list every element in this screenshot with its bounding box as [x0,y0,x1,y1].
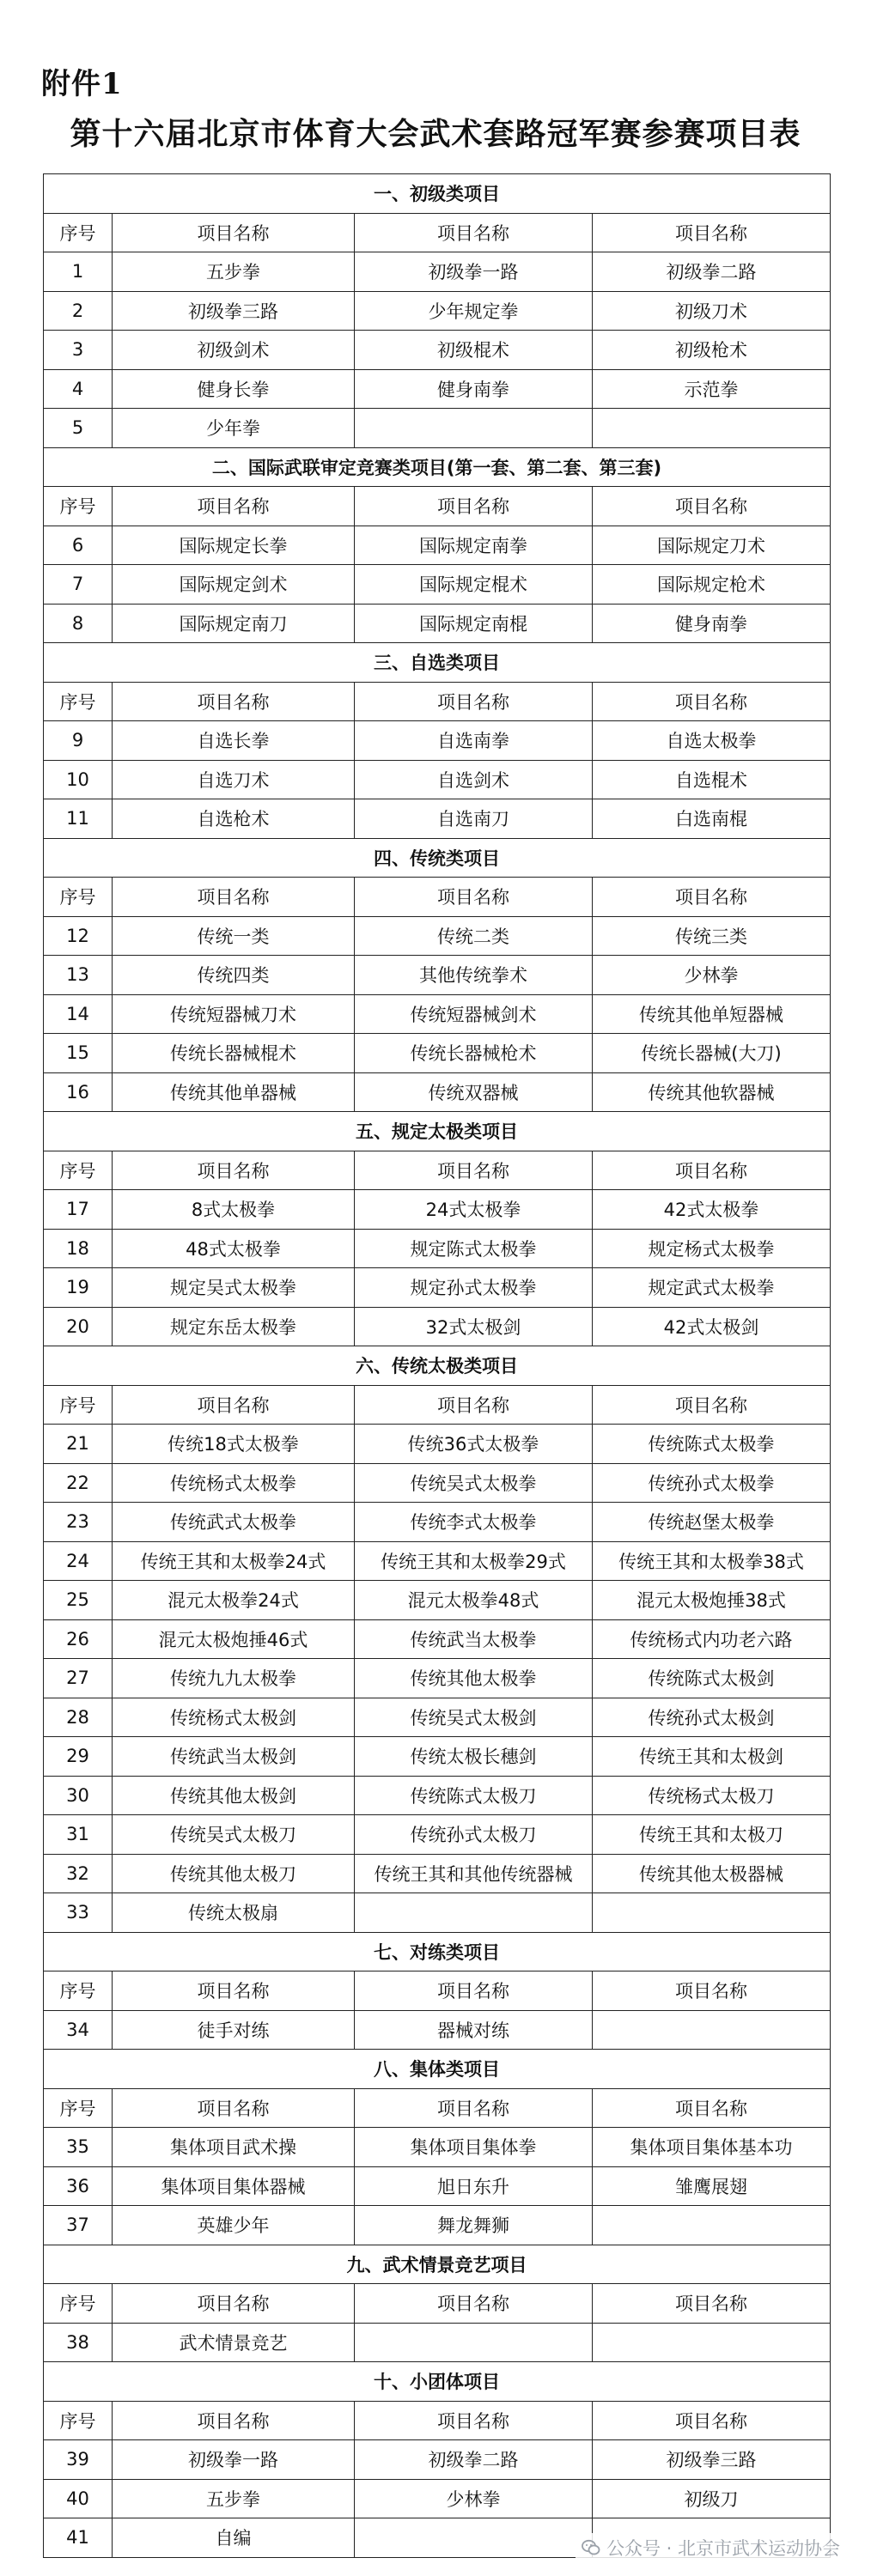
header-item-name: 项目名称 [593,1385,831,1425]
header-item-name: 项目名称 [113,2284,355,2324]
event-name-cell: 自选长拳 [113,721,355,761]
header-item-name: 项目名称 [113,878,355,917]
event-name-cell: 传统其他太极刀 [113,1854,355,1893]
event-name-cell: 英雄少年 [113,2206,355,2245]
event-name-cell: 24式太极拳 [355,1190,593,1230]
table-row [44,1776,831,1815]
header-seq: 序号 [44,2088,113,2128]
header-seq: 序号 [44,213,113,252]
table-row [44,1463,831,1503]
header-seq: 序号 [44,2284,113,2324]
section-title-row [44,2362,831,2402]
table-row [44,2323,831,2362]
row-number: 10 [44,760,113,799]
event-name-cell: 国际规定南刀 [113,604,355,643]
header-item-name: 项目名称 [113,2401,355,2440]
event-name-cell: 传统吴式太极刀 [113,1815,355,1855]
header-item-name: 项目名称 [355,1385,593,1425]
header-seq: 序号 [44,1151,113,1190]
section-title-row [44,1112,831,1151]
event-name-cell: 传统长器械(大刀) [593,1034,831,1073]
row-number: 25 [44,1581,113,1620]
table-row [44,956,831,995]
row-number: 22 [44,1463,113,1503]
header-seq: 序号 [44,878,113,917]
row-number: 12 [44,916,113,956]
event-name-cell: 自选南刀 [355,799,593,839]
table-row [44,1034,831,1073]
event-name-cell: 初级拳二路 [355,2440,593,2480]
event-name-cell: 传统双器械 [355,1072,593,1112]
watermark-text: 公众号 · 北京市武术运动协会 [606,2538,840,2559]
events-table [43,173,831,2558]
row-number: 9 [44,721,113,761]
event-name-cell: 传统孙式太极剑 [593,1698,831,1737]
event-name-cell: 规定武式太极拳 [593,1268,831,1308]
event-name-cell: 武术情景竞艺 [113,2323,355,2362]
table-row [44,1072,831,1112]
section-title: 十、小团体项目 [44,2362,831,2402]
table-row [44,526,831,565]
event-name-cell: 传统其他太极剑 [113,1776,355,1815]
watermark [576,2533,845,2562]
column-header-row [44,1151,831,1190]
event-name-cell: 传统三类 [593,916,831,956]
event-name-cell: 规定陈式太极拳 [355,1229,593,1268]
event-name-cell: 器械对练 [355,2010,593,2050]
section-title: 五、规定太极类项目 [44,1112,831,1151]
column-header-row [44,487,831,526]
column-header-row [44,2401,831,2440]
row-number: 1 [44,252,113,292]
header-item-name: 项目名称 [113,1151,355,1190]
event-name-cell: 传统18式太极拳 [113,1425,355,1464]
section-title-row [44,174,831,214]
event-name-cell: 混元太极炮捶46式 [113,1619,355,1659]
event-name-cell: 初级刀 [593,2479,831,2518]
event-name-cell: 规定吴式太极拳 [113,1268,355,1308]
header-item-name: 项目名称 [113,487,355,526]
row-number: 16 [44,1072,113,1112]
event-name-cell: 传统四类 [113,956,355,995]
header-item-name: 项目名称 [593,487,831,526]
event-name-cell: 徒手对练 [113,2010,355,2050]
header-item-name: 项目名称 [113,1385,355,1425]
event-name-cell: 初级拳一路 [355,252,593,292]
row-number: 35 [44,2128,113,2167]
event-name-cell: 传统其他太极拳 [355,1659,593,1698]
row-number: 11 [44,799,113,839]
section-title: 四、传统类项目 [44,838,831,878]
event-name-cell: 五步拳 [113,2479,355,2518]
table-row [44,369,831,409]
row-number: 17 [44,1190,113,1230]
event-name-cell: 少年拳 [113,409,355,448]
event-name-cell: 传统王其和太极刀 [593,1815,831,1855]
table-row [44,1307,831,1346]
column-header-row [44,1385,831,1425]
event-name-cell: 传统武式太极拳 [113,1503,355,1542]
row-number: 8 [44,604,113,643]
event-name-cell: 健身南拳 [593,604,831,643]
event-name-cell: 自选枪术 [113,799,355,839]
event-name-cell: 初级拳三路 [593,2440,831,2480]
row-number: 15 [44,1034,113,1073]
event-name-cell: 国际规定南拳 [355,526,593,565]
table-row [44,1541,831,1581]
row-number: 34 [44,2010,113,2050]
event-name-cell: 传统李式太极拳 [355,1503,593,1542]
event-name-cell: 国际规定枪术 [593,565,831,605]
row-number: 39 [44,2440,113,2480]
event-name-cell: 国际规定南棍 [355,604,593,643]
event-name-cell: 混元太极拳48式 [355,1581,593,1620]
table-row [44,565,831,605]
event-name-cell: 初级刀术 [593,291,831,331]
event-name-cell: 初级剑术 [113,331,355,370]
row-number: 38 [44,2323,113,2362]
event-name-cell: 初级棍术 [355,331,593,370]
table-row [44,2166,831,2206]
table-row [44,1268,831,1308]
table-row [44,1619,831,1659]
event-name-cell [593,2206,831,2245]
event-name-cell: 健身长拳 [113,369,355,409]
column-header-row [44,878,831,917]
event-name-cell: 传统吴式太极拳 [355,1463,593,1503]
event-name-cell: 传统王其和太极剑 [593,1737,831,1777]
row-number: 28 [44,1698,113,1737]
event-name-cell: 舞龙舞狮 [355,2206,593,2245]
event-name-cell: 自选棍术 [593,760,831,799]
event-name-cell: 传统孙式太极刀 [355,1815,593,1855]
row-number: 7 [44,565,113,605]
event-name-cell: 集体项目集体器械 [113,2166,355,2206]
event-name-cell: 传统其他太极器械 [593,1854,831,1893]
header-seq: 序号 [44,1385,113,1425]
event-name-cell: 混元太极炮捶38式 [593,1581,831,1620]
table-row [44,1581,831,1620]
section-title: 二、国际武联审定竞赛类项目(第一套、第二套、第三套) [44,447,831,487]
event-name-cell [593,1893,831,1933]
table-row [44,2440,831,2480]
event-name-cell: 少林拳 [593,956,831,995]
header-seq: 序号 [44,487,113,526]
section-title-row [44,2050,831,2089]
event-name-cell: 集体项目集体拳 [355,2128,593,2167]
row-number: 40 [44,2479,113,2518]
event-name-cell: 健身南拳 [355,369,593,409]
table-row [44,1190,831,1230]
row-number: 33 [44,1893,113,1933]
table-row [44,1854,831,1893]
event-name-cell: 传统九九太极拳 [113,1659,355,1698]
event-name-cell: 自选刀术 [113,760,355,799]
event-name-cell [355,1893,593,1933]
column-header-row [44,213,831,252]
event-name-cell: 传统其他单短器械 [593,994,831,1034]
section-title-row [44,1346,831,1386]
event-name-cell: 混元太极拳24式 [113,1581,355,1620]
table-row [44,916,831,956]
header-item-name: 项目名称 [593,2401,831,2440]
table-row [44,2010,831,2050]
row-number: 23 [44,1503,113,1542]
event-name-cell: 传统长器械枪术 [355,1034,593,1073]
header-item-name: 项目名称 [355,487,593,526]
event-name-cell: 白选南棍 [593,799,831,839]
table-row [44,1737,831,1777]
row-number: 4 [44,369,113,409]
event-name-cell: 48式太极拳 [113,1229,355,1268]
event-name-cell: 传统杨式太极拳 [113,1463,355,1503]
row-number: 32 [44,1854,113,1893]
table-row [44,760,831,799]
row-number: 2 [44,291,113,331]
event-name-cell: 自选太极拳 [593,721,831,761]
header-seq: 序号 [44,682,113,721]
header-item-name: 项目名称 [593,878,831,917]
section-title: 九、武术情景竞艺项目 [44,2245,831,2284]
event-name-cell: 初级拳三路 [113,291,355,331]
column-header-row [44,682,831,721]
section-title-row [44,838,831,878]
page-title: 第十六届北京市体育大会武术套路冠军赛参赛项目表 [70,117,801,152]
event-name-cell: 传统王其和太极拳38式 [593,1541,831,1581]
header-seq: 序号 [44,1971,113,2011]
event-name-cell: 集体项目集体基本功 [593,2128,831,2167]
event-name-cell [355,2323,593,2362]
header-item-name: 项目名称 [355,213,593,252]
event-name-cell: 传统其他单器械 [113,1072,355,1112]
event-name-cell: 国际规定刀术 [593,526,831,565]
table-row [44,252,831,292]
event-name-cell: 少林拳 [355,2479,593,2518]
table-row [44,1425,831,1464]
header-item-name: 项目名称 [355,2088,593,2128]
header-item-name: 项目名称 [593,213,831,252]
event-name-cell: 传统太极长穗剑 [355,1737,593,1777]
table-row [44,1815,831,1855]
header-item-name: 项目名称 [355,2284,593,2324]
event-name-cell [355,409,593,448]
event-name-cell: 规定东岳太极拳 [113,1307,355,1346]
table-row [44,409,831,448]
column-header-row [44,2088,831,2128]
header-item-name: 项目名称 [593,2284,831,2324]
row-number: 30 [44,1776,113,1815]
header-item-name: 项目名称 [355,2401,593,2440]
event-name-cell: 规定孙式太极拳 [355,1268,593,1308]
table-row [44,2206,831,2245]
row-number: 21 [44,1425,113,1464]
event-name-cell: 传统杨式太极刀 [593,1776,831,1815]
event-name-cell: 国际规定剑术 [113,565,355,605]
table-row [44,994,831,1034]
event-name-cell: 传统吴式太极剑 [355,1698,593,1737]
row-number: 26 [44,1619,113,1659]
event-name-cell: 其他传统拳术 [355,956,593,995]
event-name-cell: 集体项目武术操 [113,2128,355,2167]
header-item-name: 项目名称 [113,1971,355,2011]
event-name-cell: 自选剑术 [355,760,593,799]
event-name-cell: 传统长器械棍术 [113,1034,355,1073]
event-name-cell: 传统王其和太极拳24式 [113,1541,355,1581]
header-item-name: 项目名称 [113,213,355,252]
event-name-cell: 传统一类 [113,916,355,956]
event-name-cell: 传统陈式太极剑 [593,1659,831,1698]
section-title: 六、传统太极类项目 [44,1346,831,1386]
row-number: 3 [44,331,113,370]
event-name-cell: 五步拳 [113,252,355,292]
event-name-cell: 8式太极拳 [113,1190,355,1230]
row-number: 27 [44,1659,113,1698]
event-name-cell: 32式太极剑 [355,1307,593,1346]
row-number: 36 [44,2166,113,2206]
event-name-cell: 传统武当太极剑 [113,1737,355,1777]
row-number: 14 [44,994,113,1034]
event-name-cell: 初级拳一路 [113,2440,355,2480]
event-name-cell: 雏鹰展翅 [593,2166,831,2206]
event-name-cell: 传统36式太极拳 [355,1425,593,1464]
attachment-label: 附件1 [41,67,123,101]
row-number: 29 [44,1737,113,1777]
event-name-cell: 传统陈式太极刀 [355,1776,593,1815]
table-row [44,331,831,370]
row-number: 19 [44,1268,113,1308]
section-title-row [44,643,831,683]
event-name-cell: 自编 [113,2518,355,2558]
wechat-icon [581,2537,601,2558]
event-name-cell: 传统短器械剑术 [355,994,593,1034]
header-item-name: 项目名称 [593,1971,831,2011]
table-row [44,604,831,643]
header-item-name: 项目名称 [593,2088,831,2128]
header-item-name: 项目名称 [593,1151,831,1190]
event-name-cell [593,409,831,448]
header-item-name: 项目名称 [355,878,593,917]
event-name-cell: 传统赵堡太极拳 [593,1503,831,1542]
event-name-cell: 传统王其和其他传统器械 [355,1854,593,1893]
event-name-cell: 国际规定长拳 [113,526,355,565]
table-row [44,799,831,839]
table-row [44,1893,831,1933]
event-name-cell: 传统太极扇 [113,1893,355,1933]
section-title: 三、自选类项目 [44,643,831,683]
section-title-row [44,2245,831,2284]
row-number: 24 [44,1541,113,1581]
table-row [44,1698,831,1737]
header-seq: 序号 [44,2401,113,2440]
event-name-cell: 42式太极拳 [593,1190,831,1230]
event-name-cell: 传统陈式太极拳 [593,1425,831,1464]
header-item-name: 项目名称 [355,1151,593,1190]
event-name-cell: 传统孙式太极拳 [593,1463,831,1503]
event-name-cell: 国际规定棍术 [355,565,593,605]
event-name-cell: 初级拳二路 [593,252,831,292]
header-item-name: 项目名称 [355,682,593,721]
section-title-row [44,1932,831,1971]
event-name-cell: 传统杨式太极剑 [113,1698,355,1737]
section-title: 一、初级类项目 [44,174,831,214]
event-name-cell: 传统短器械刀术 [113,994,355,1034]
section-title: 七、对练类项目 [44,1932,831,1971]
section-title-row [44,447,831,487]
header-item-name: 项目名称 [113,682,355,721]
event-name-cell: 旭日东升 [355,2166,593,2206]
table-row [44,291,831,331]
table-row [44,721,831,761]
event-name-cell [355,2518,593,2558]
header-item-name: 项目名称 [113,2088,355,2128]
row-number: 20 [44,1307,113,1346]
column-header-row [44,2284,831,2324]
row-number: 18 [44,1229,113,1268]
table-row [44,1229,831,1268]
event-name-cell: 传统其他软器械 [593,1072,831,1112]
row-number: 37 [44,2206,113,2245]
table-row [44,1659,831,1698]
table-row [44,2479,831,2518]
column-header-row [44,1971,831,2011]
event-name-cell: 传统王其和太极拳29式 [355,1541,593,1581]
event-name-cell: 传统武当太极拳 [355,1619,593,1659]
row-number: 6 [44,526,113,565]
header-item-name: 项目名称 [355,1971,593,2011]
event-name-cell: 42式太极剑 [593,1307,831,1346]
row-number: 5 [44,409,113,448]
row-number: 13 [44,956,113,995]
event-name-cell: 传统杨式内功老六路 [593,1619,831,1659]
row-number: 41 [44,2518,113,2558]
event-name-cell: 规定杨式太极拳 [593,1229,831,1268]
table-row [44,2128,831,2167]
section-title: 八、集体类项目 [44,2050,831,2089]
event-name-cell: 少年规定拳 [355,291,593,331]
header-item-name: 项目名称 [593,682,831,721]
event-name-cell: 初级枪术 [593,331,831,370]
event-name-cell: 自选南拳 [355,721,593,761]
table-row [44,1503,831,1542]
row-number: 31 [44,1815,113,1855]
event-name-cell [593,2323,831,2362]
event-name-cell: 传统二类 [355,916,593,956]
event-name-cell: 示范拳 [593,369,831,409]
event-name-cell [593,2010,831,2050]
